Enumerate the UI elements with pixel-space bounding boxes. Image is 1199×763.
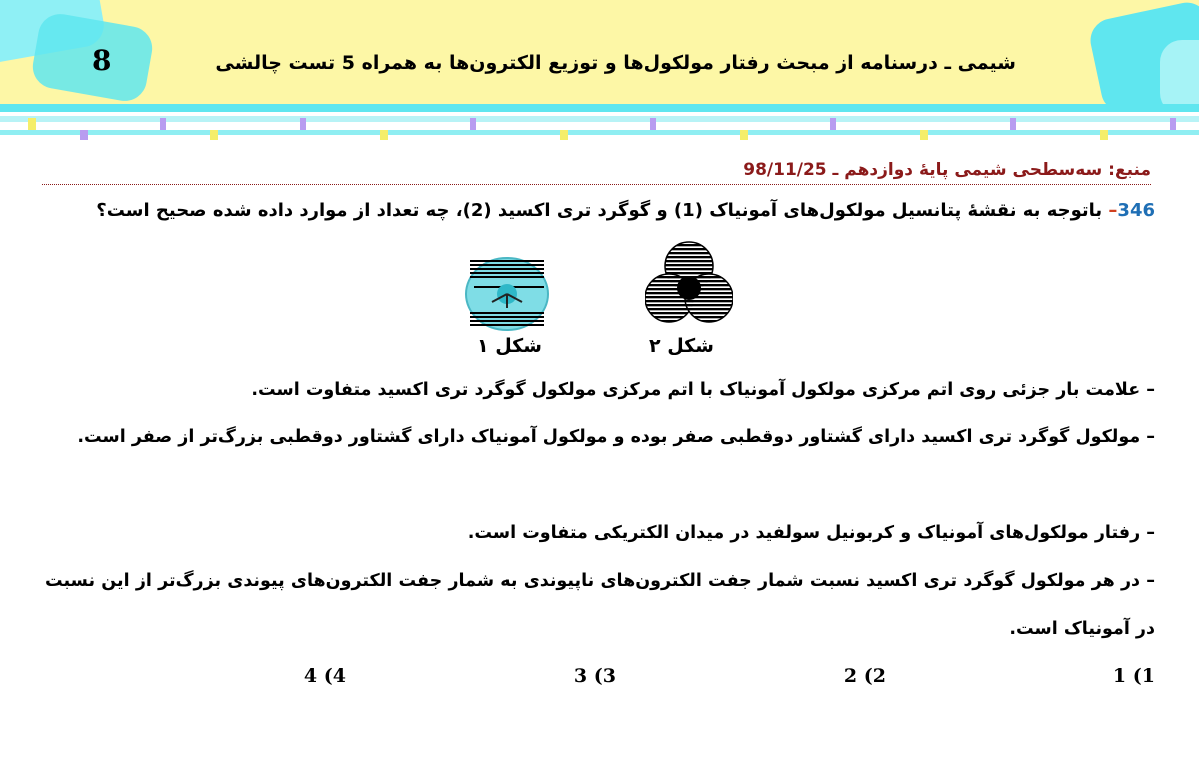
option-2[interactable]: 2) 2 [843, 665, 886, 687]
figure-2-label: شکل ۲ [649, 335, 714, 357]
figure-ammonia-map [464, 252, 550, 332]
question-number: 346 [1117, 200, 1155, 221]
question-stem [45, 200, 1155, 221]
source-line [42, 160, 1151, 185]
option-4[interactable]: 4) 4 [303, 665, 346, 687]
option-1[interactable]: 1) 1 [1112, 665, 1155, 687]
decor-shape [1160, 40, 1199, 112]
option-3[interactable]: 3) 3 [573, 665, 616, 687]
decor-band [0, 112, 1199, 140]
question-dash: – [1108, 200, 1118, 221]
statement-1: – علامت بار جزئی روی اتم مرکزی مولکول آمونیاک با اتم مرکزی مولکول گوگرد تری اکسید متفاوت است. [251, 380, 1155, 400]
page-header [0, 0, 1199, 112]
question-text: باتوجه به نقشهٔ پتانسیل مولکول‌های آمونیاک (1) و گوگرد تری اکسید (2)، چه تعداد از موارد داده شده صحیح است؟ [96, 200, 1109, 221]
figure-1-label: شکل ۱ [477, 335, 542, 357]
source-text: منبع: سه‌سطحی شیمی پایهٔ دوازدهم ـ 98/11/25 [743, 160, 1151, 180]
statement-2: – مولکول گوگرد تری اکسید دارای گشتاور دوقطبی صفر بوده و مولکول آمونیاک دارای گشتاور دوقطبی بزرگ‌تر از صفر است. [77, 427, 1155, 447]
statement-3: – رفتار مولکول‌های آمونیاک و کربونیل سولفید در میدان الکتریکی متفاوت است. [467, 523, 1155, 543]
page-title: شیمی ـ درسنامه از مبحث رفتار مولکول‌ها و توزیع الکترون‌ها به همراه 5 تست چالشی [215, 52, 1016, 74]
page-number: 8 [92, 44, 112, 77]
decor-strip [0, 104, 1199, 112]
figure-so3-map [645, 240, 733, 326]
statement-4: – در هر مولکول گوگرد تری اکسید نسبت شمار جفت الکترون‌های ناپیوندی به شمار جفت الکترون‌های پیوندی بزرگ‌تر از این نسبت در آمونیاک است. [45, 571, 1155, 639]
